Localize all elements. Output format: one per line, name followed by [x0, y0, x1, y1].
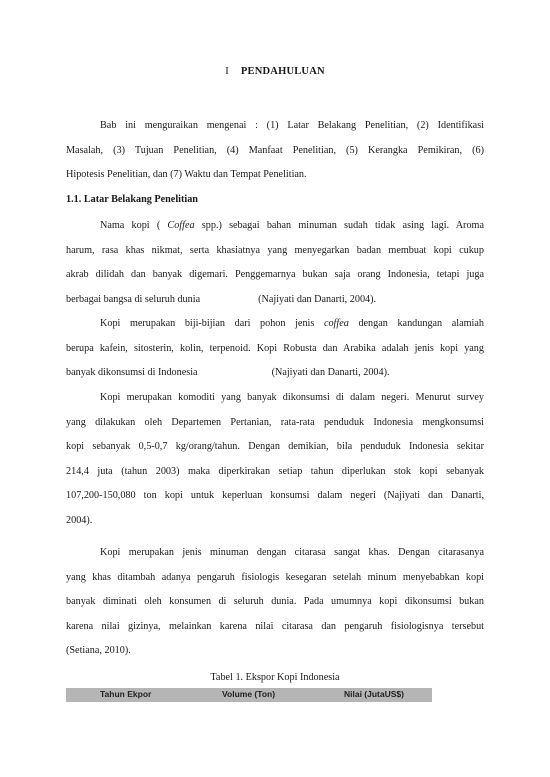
text-line: Masalah, (3) Tujuan Penelitian, (4) Manfaat Penelitian, (5) Kerangka Pemikiran, (6) [66, 144, 484, 156]
chapter-number: I [225, 66, 229, 77]
text-line: kopi sebanyak 0,5-0,7 kg/orang/tahun. Dengan demikian, bila penduduk Indonesia sekitar [66, 441, 484, 452]
text-line: yang khas ditambah adanya pengaruh fisiologis kesegaran setelah minum menyebabkan kopi [66, 571, 484, 583]
table-header-cell: Tahun Ekpor [100, 689, 152, 699]
section-heading: 1.1. Latar Belakang Penelitian [66, 194, 198, 205]
text-line: banyak diminati oleh konsumen di seluruh dunia. Pada umumnya kopi dikonsumsi bukan [66, 596, 484, 607]
text-line: 214,4 juta (tahun 2003) maka diperkirakan setiap tahun diperlukan stok kopi sebanyak [66, 465, 484, 477]
table-header-row [66, 688, 432, 702]
text-line: berupa kafein, sitosterin, kolin, terpenoid. Kopi Robusta dan Arabika adalah jenis kopi yang [66, 342, 484, 354]
citation: (Najiyati dan Danarti, 2004). [271, 367, 390, 378]
paragraph-2 [66, 312, 484, 386]
italic-term: coffea [323, 318, 349, 329]
text-line: yang dilakukan oleh Departemen Pertanian, rata-rata penduduk Indonesia mengkonsumsi [66, 416, 484, 428]
text-line: Hipotesis Penelitian, dan (7) Waktu dan Tempat Penelitian. [66, 169, 307, 180]
text-line: harum, rasa khas nikmat, serta khasiatnya yang menyegarkan badan membuat kopi cukup [66, 244, 484, 256]
text-line: berbagai bangsa di seluruh dunia (Najiyati dan Danarti, 2004). [66, 293, 377, 305]
text-line: akrab dilidah dan banyak digemari. Penggemarnya bukan saja orang Indonesia, tetapi juga [66, 269, 484, 280]
italic-term: Coffea [167, 220, 195, 231]
text-line: Nama kopi ( Coffea spp.) sebagai bahan minuman sudah tidak asing lagi. Aroma [100, 220, 484, 231]
paragraph-3 [66, 386, 484, 533]
table-header-cell: Nilai (JutaUS$) [344, 689, 404, 699]
text-line: Kopi merupakan komoditi yang banyak dikonsumsi di dalam negeri. Menurut survey [100, 392, 484, 403]
chapter-name: PENDAHULUAN [240, 66, 325, 77]
text-line: 107,200-150,080 ton kopi untuk keperluan konsumsi dalam negeri (Najiyati dan Danarti, [66, 490, 484, 501]
text-line: banyak dikonsumsi di Indonesia (Najiyati dan Danarti, 2004). [66, 367, 390, 378]
text-line: Kopi merupakan biji-bijian dari pohon jenis coffea dengan kandungan alamiah [100, 318, 484, 329]
intro-paragraph [66, 114, 484, 188]
text-line: Bab ini menguraikan mengenai : (1) Latar Belakang Penelitian, (2) Identifikasi [100, 120, 484, 131]
table-header-cell: Volume (Ton) [222, 689, 276, 699]
citation: (Najiyati dan Danarti, 2004). [258, 293, 377, 305]
text-line: (Setiana, 2010). [66, 645, 131, 656]
table-caption: Tabel 1. Ekspor Kopi Indonesia [210, 672, 340, 683]
text-line: Kopi merupakan jenis minuman dengan citarasa sangat khas. Dengan citarasanya [100, 547, 484, 558]
chapter-title [0, 66, 550, 77]
paragraph-4 [66, 541, 484, 664]
paragraph-1 [66, 214, 484, 312]
text-line: karena nilai gizinya, melainkan karena nilai citarasa dan pengaruh fisiologisnya tersebut [66, 620, 484, 632]
text-line: 2004). [66, 514, 93, 526]
